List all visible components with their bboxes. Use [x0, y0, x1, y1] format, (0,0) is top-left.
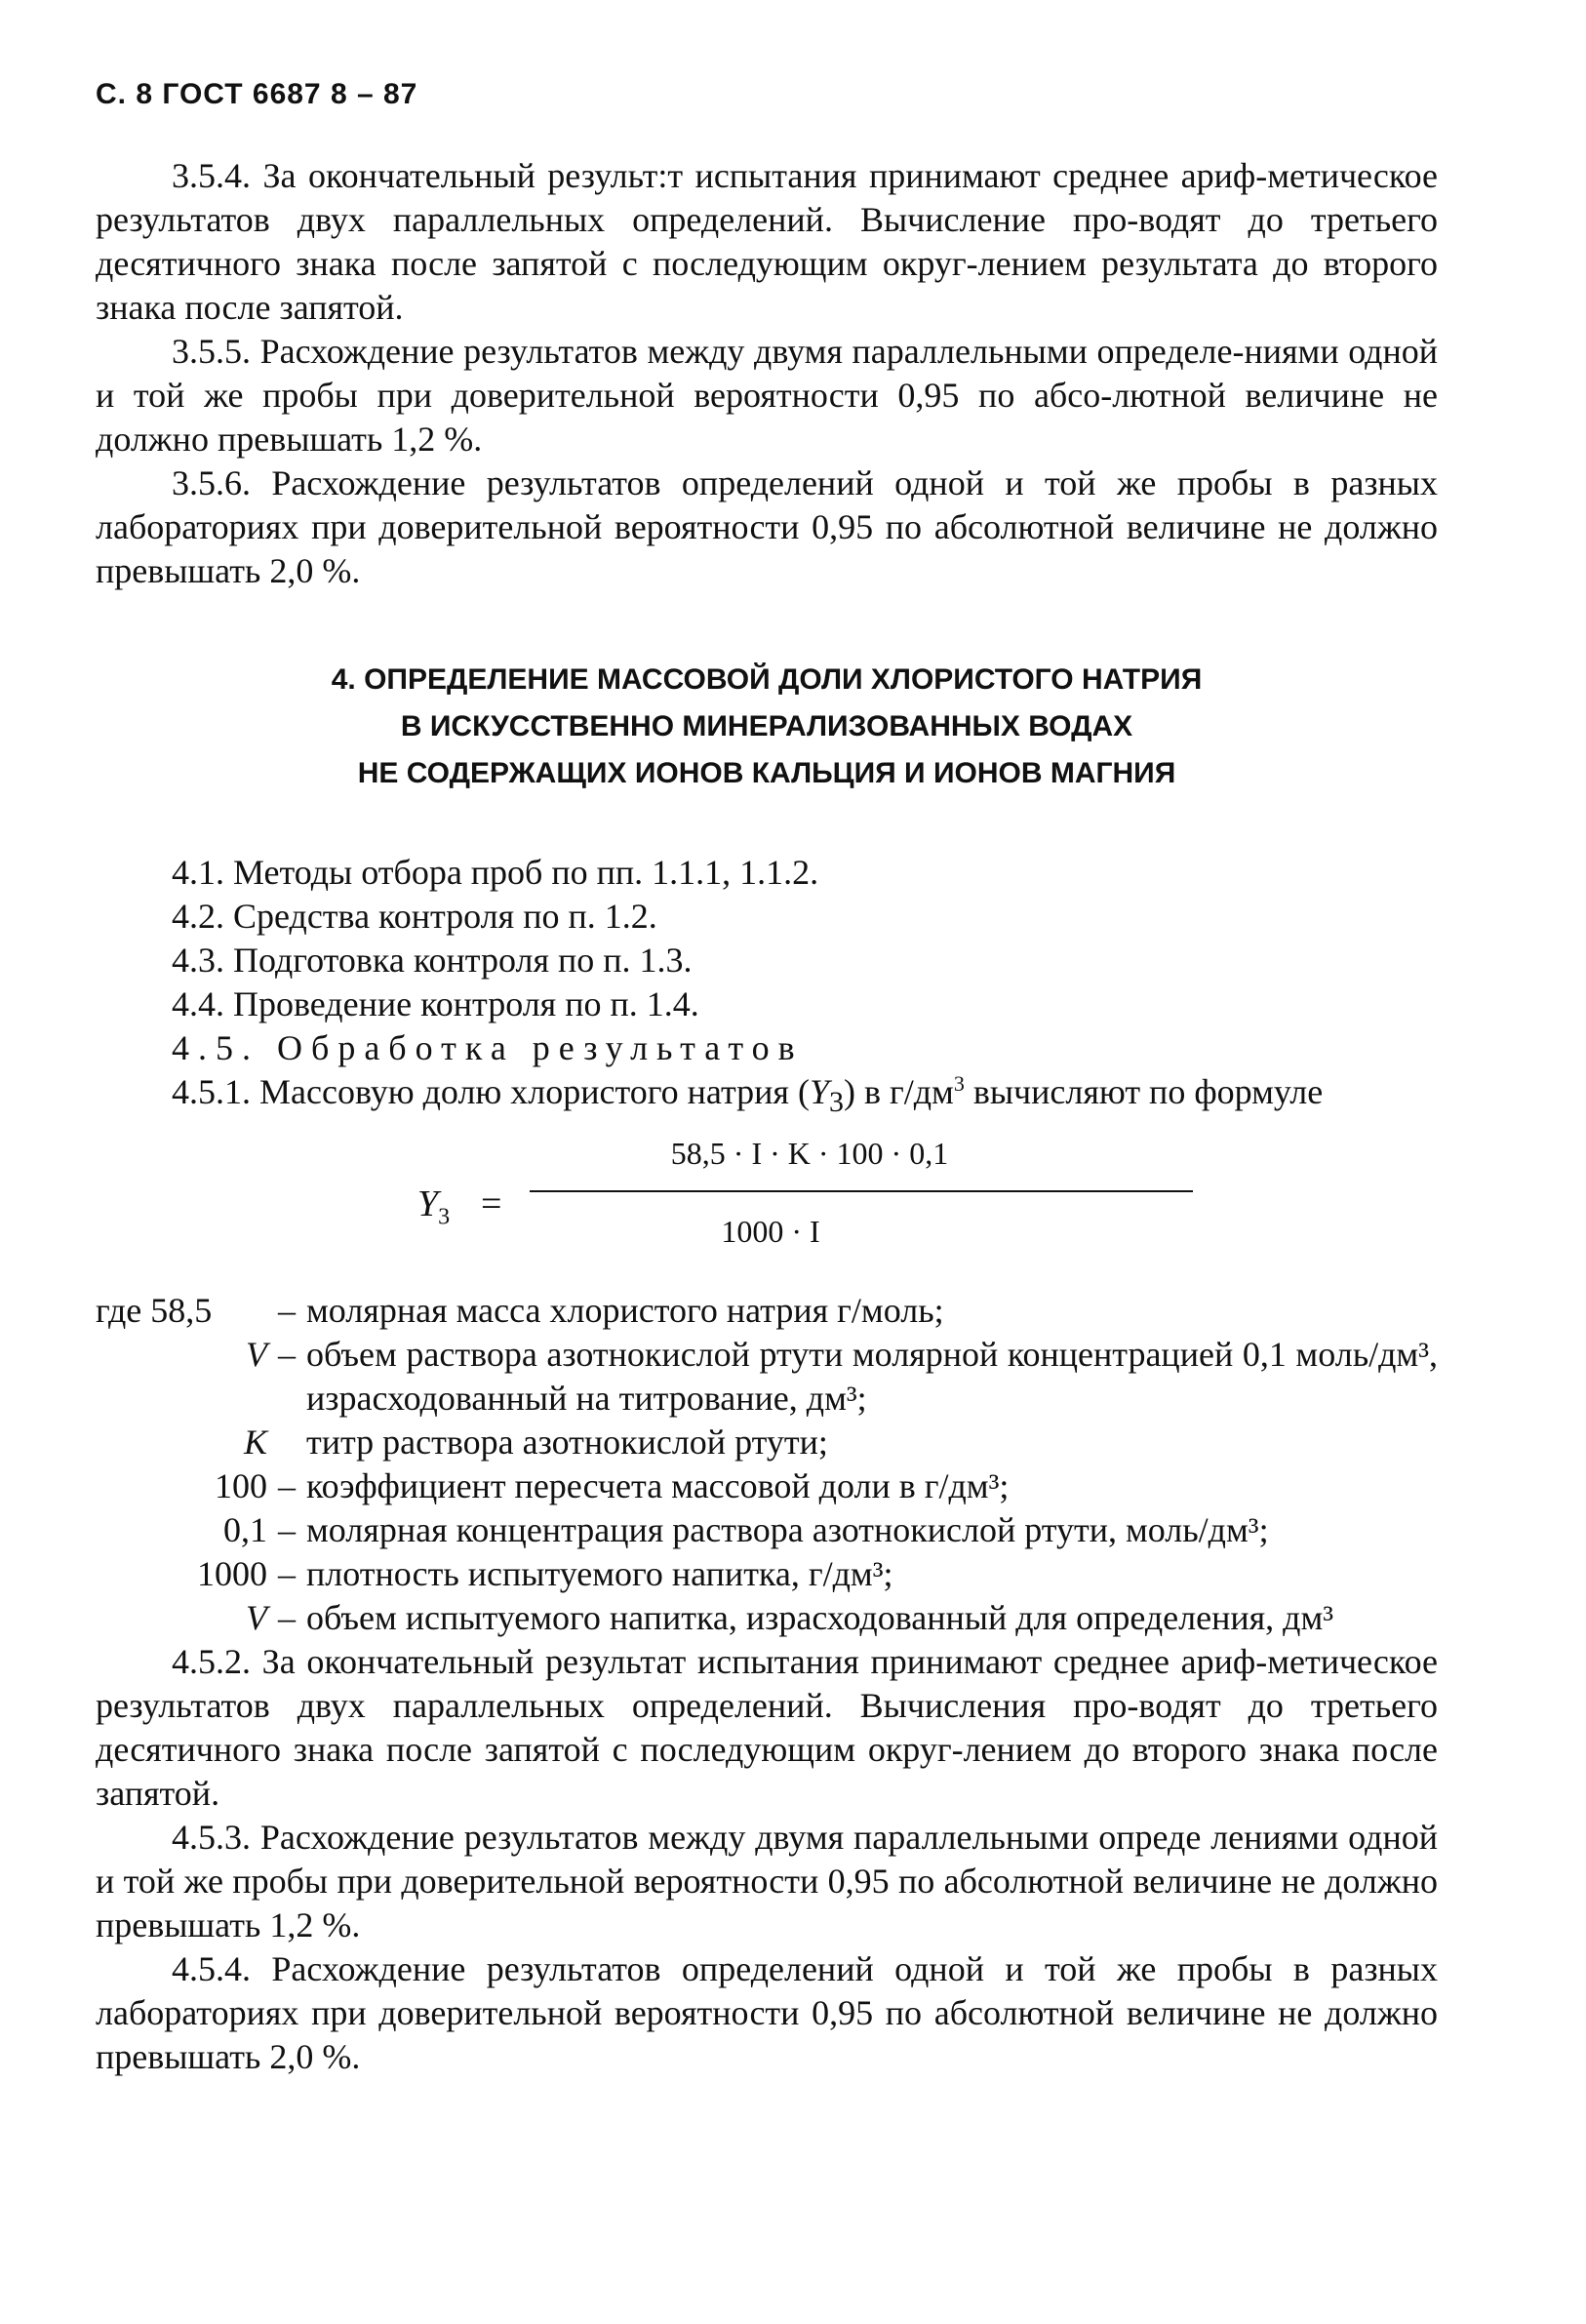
definition-dash: – [278, 1510, 296, 1550]
page-body [96, 154, 1438, 2079]
paragraph-4-3: 4.3. Подготовка контроля по п. 1.3. [172, 941, 693, 980]
definition-dash: – [278, 1598, 296, 1638]
section-4-title [96, 657, 1438, 797]
definition-text: молярная концентрация раствора азотнокислой ртути, моль/дм³; [306, 1510, 1269, 1550]
definition-dash: – [278, 1291, 296, 1331]
definition-item [96, 1421, 1438, 1464]
formula-lhs-subscript: 3 [438, 1204, 451, 1230]
definition-item [96, 1333, 1438, 1421]
paragraph-4-4: 4.4. Проведение контроля по п. 1.4. [172, 984, 699, 1023]
formula-fraction-bar [530, 1190, 1193, 1192]
definition-symbol: где 58,5 [96, 1291, 213, 1331]
definition-item [96, 1464, 1438, 1508]
formula-y3 [96, 1132, 1438, 1283]
definition-item [96, 1508, 1438, 1552]
paragraph-4-5-1-text-a: 4.5.1. Массовую долю хлористого натрия ( [172, 1072, 810, 1111]
definition-text: объем раствора азотнокислой ртути молярной концентрацией 0,1 моль/дм³, израсходованный на титрование, дм³; [306, 1335, 1438, 1419]
definition-item [96, 1596, 1438, 1640]
paragraph-3-5-5: 3.5.5. Расхождение результатов между двумя параллельными определе-ниями одной и той же пробы при доверительной вероятности 0,95 по абсо-лютной величине не должно превышать 1,2 %. [96, 332, 1438, 459]
definition-symbol: V [246, 1598, 267, 1638]
paragraph-4-5-1-text-b: ) в г/дм [843, 1072, 954, 1111]
formula-denominator: 1000 · I [721, 1214, 820, 1250]
definition-dash: – [278, 1554, 296, 1594]
definition-text: титр раствора азотнокислой ртути; [306, 1422, 828, 1463]
paragraph-4-1: 4.1. Методы отбора проб по пп. 1.1.1, 1.1.2. [172, 853, 819, 892]
formula-lhs [417, 1182, 450, 1240]
section-4-title-line-3: НЕ СОДЕРЖАЩИХ ИОНОВ КАЛЬЦИЯ И ИОНОВ МАГНИЯ [357, 757, 1176, 789]
paragraph-4-5-3: 4.5.3. Расхождение результатов между двумя параллельными опреде лениями одной и той же пробы при доверительной вероятности 0,95 по абсолютной величине не должно превышать 1,2 %. [96, 1818, 1438, 1945]
definition-symbol: 1000 [197, 1554, 267, 1594]
definition-text: коэффициент пересчета массовой доли в г/дм³; [306, 1466, 1010, 1506]
paragraph-4-5-1 [96, 1070, 1438, 1124]
paragraph-4-5-4: 4.5.4. Расхождение результатов определений одной и той же пробы в разных лабораториях при доверительной вероятности 0,95 по абсолютной величине не должно превышать 2,0 %. [96, 1949, 1438, 2077]
paragraph-4-5-1-text-c: вычисляют по формуле [964, 1072, 1324, 1111]
paragraph-4-2: 4.2. Средства контроля по п. 1.2. [172, 897, 657, 936]
definitions-list [96, 1289, 1438, 1640]
definition-dash: – [278, 1335, 296, 1375]
definition-dash: – [278, 1466, 296, 1506]
section-4-title-line-1: 4. ОПРЕДЕЛЕНИЕ МАССОВОЙ ДОЛИ ХЛОРИСТОГО НАТРИЯ [331, 663, 1203, 696]
formula-equals: = [481, 1183, 502, 1225]
definition-symbol: K [243, 1422, 267, 1463]
definition-item [96, 1289, 1438, 1333]
section-4-title-line-2: В ИСКУССТВЕННО МИНЕРАЛИЗОВАННЫХ ВОДАХ [400, 710, 1133, 742]
definition-symbol: 0,1 [223, 1510, 267, 1550]
paragraph-4-5-1-subscript: 3 [828, 1086, 844, 1119]
formula-lhs-symbol: Y [417, 1183, 439, 1225]
paragraph-4-5-2: 4.5.2. За окончательный результат испытания принимают среднее ариф-метическое результатов двух параллельных определений. Вычисления про-водят до третьего десятичного знака после запятой с последующим округ-лением до второго знака после запятой. [96, 1642, 1438, 1814]
definition-text: объем испытуемого напитка, израсходованный для определения, дм³ [306, 1598, 1334, 1638]
paragraph-4-5: 4.5. Обработка результатов [172, 1028, 804, 1067]
definition-symbol: V [246, 1335, 267, 1375]
page-header: С. 8 ГОСТ 6687 8 – 87 [96, 78, 418, 110]
paragraph-4-5-1-symbol: Y [809, 1072, 829, 1111]
formula-numerator: 58,5 · I · K · 100 · 0,1 [670, 1136, 949, 1172]
definition-text: молярная масса хлористого натрия г/моль; [306, 1291, 944, 1331]
definition-item [96, 1552, 1438, 1596]
paragraph-3-5-6: 3.5.6. Расхождение результатов определений одной и той же пробы в разных лабораториях при доверительной вероятности 0,95 по абсолютной величине не должно превышать 2,0 %. [96, 463, 1438, 590]
paragraph-3-5-4: 3.5.4. За окончательный результ:т испытания принимают среднее ариф-метическое результатов двух параллельных определений. Вычисление про-водят до третьего десятичного знака после запятой с последующим округ-лением результата до второго знака после запятой. [96, 156, 1438, 327]
definition-symbol: 100 [215, 1466, 267, 1506]
definition-text: плотность испытуемого напитка, г/дм³; [306, 1554, 893, 1594]
paragraph-4-5-1-superscript: 3 [953, 1071, 965, 1096]
